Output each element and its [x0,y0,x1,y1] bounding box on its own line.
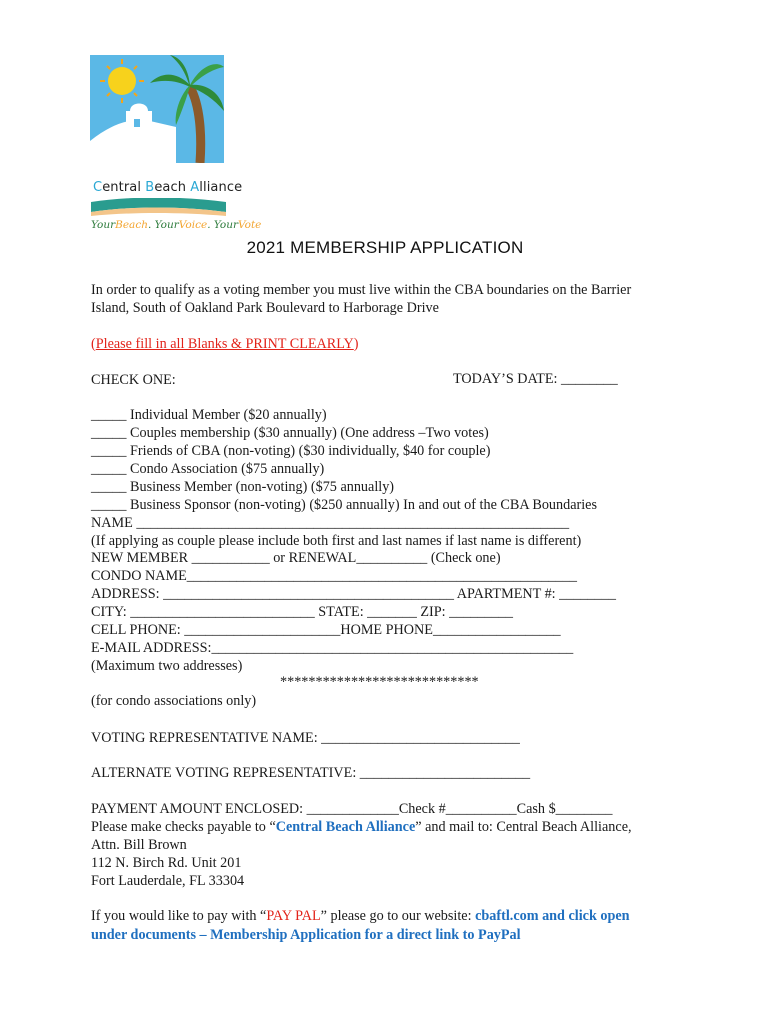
paypal-text-pre: If you would like to pay with “ [91,908,267,924]
mail-address-line-2: 112 N. Birch Rd. Unit 201 [91,855,242,871]
payable-text-pre: Please make checks payable to “ [91,819,276,835]
phone-field: CELL PHONE: ______________________HOME PHONE__________________ [91,622,561,638]
city-state-zip-field: CITY: __________________________ STATE: _______ ZIP: _________ [91,604,513,620]
tagline-part: . [207,219,214,231]
paypal-line-1 [91,907,630,925]
address-field: ADDRESS: _________________________________________ APARTMENT #: ________ [91,586,616,602]
website-link[interactable]: cbaftl.com and click open [475,908,630,924]
central-beach-alliance-logo [90,55,224,163]
logo-letter-c: C [93,180,103,195]
option-individual: _____ Individual Member ($20 annually) [91,407,327,423]
logo-wave-swoosh [91,198,226,218]
logo-letter-b: B [145,180,155,195]
logo-word-entral: entral [102,180,146,195]
instruction-paren-close: ) [353,336,359,352]
paypal-text-mid: ” please go to our website: [320,908,476,924]
paypal-label: PAY PAL [266,908,321,924]
tagline-part: . [147,219,155,231]
mail-address-line-1: Attn. Bill Brown [91,837,187,853]
payable-text-post: ” and mail to: Central Beach Alliance, [415,819,632,835]
tagline-part: Voice [178,219,208,231]
fill-instruction [91,335,358,353]
payment-amount-field: PAYMENT AMOUNT ENCLOSED: _____________Check #__________Cash $________ [91,801,613,817]
check-one-label: CHECK ONE: [91,372,176,388]
option-business-member: _____ Business Member (non-voting) ($75 annually) [91,479,395,495]
email-max-note: (Maximum two addresses) [91,658,243,674]
payable-name: Central Beach Alliance [275,819,416,835]
tagline-part: Beach [115,219,148,231]
paypal-line-2[interactable]: under documents – Membership Application for a direct link to PayPal [91,927,521,943]
logo-word-lliance: lliance [199,180,243,195]
todays-date-field: TODAY’S DATE: ________ [453,371,618,387]
alternate-rep-field: ALTERNATE VOTING REPRESENTATIVE: ________________________ [91,765,531,781]
member-type-field: NEW MEMBER ___________ or RENEWAL__________ (Check one) [91,550,501,566]
page-title: 2021 MEMBERSHIP APPLICATION [246,238,524,257]
payable-line [91,818,632,836]
logo-wordmark [93,180,242,195]
instruction-text: Please fill in all Blanks & PRINT CLEARLY [95,336,354,352]
tagline-part: Your [213,219,238,231]
option-friends: _____ Friends of CBA (non-voting) ($30 individually, $40 for couple) [91,443,491,459]
condo-only-note: (for condo associations only) [91,693,257,709]
condo-name-field: CONDO NAME_______________________________________________________ [91,568,577,584]
mail-address-line-3: Fort Lauderdale, FL 33304 [91,873,245,889]
couple-name-note: (If applying as couple please include both first and last names if last name is different) [91,533,582,549]
name-field: NAME _____________________________________________________________ [91,515,570,531]
option-couples: _____ Couples membership ($30 annually) (One address –Two votes) [91,425,489,441]
voting-rep-field: VOTING REPRESENTATIVE NAME: ____________________________ [91,730,520,746]
tagline-part: Vote [238,219,262,231]
section-divider-stars: **************************** [280,674,479,690]
intro-line-2: Island, South of Oakland Park Boulevard to Harborage Drive [91,300,439,316]
logo-tagline [91,219,261,231]
option-condo: _____ Condo Association ($75 annually) [91,461,325,477]
email-field: E-MAIL ADDRESS:___________________________________________________ [91,640,574,656]
tagline-part: Your [91,219,116,231]
logo-letter-a: A [190,180,200,195]
option-business-sponsor: _____ Business Sponsor (non-voting) ($250 annually) In and out of the CBA Boundaries [91,497,597,513]
logo-word-each: each [154,180,191,195]
intro-line-1: In order to qualify as a voting member you must live within the CBA boundaries on the Barrier [91,282,632,298]
tagline-part: Your [154,219,179,231]
instruction-paren-open: ( [91,336,96,352]
